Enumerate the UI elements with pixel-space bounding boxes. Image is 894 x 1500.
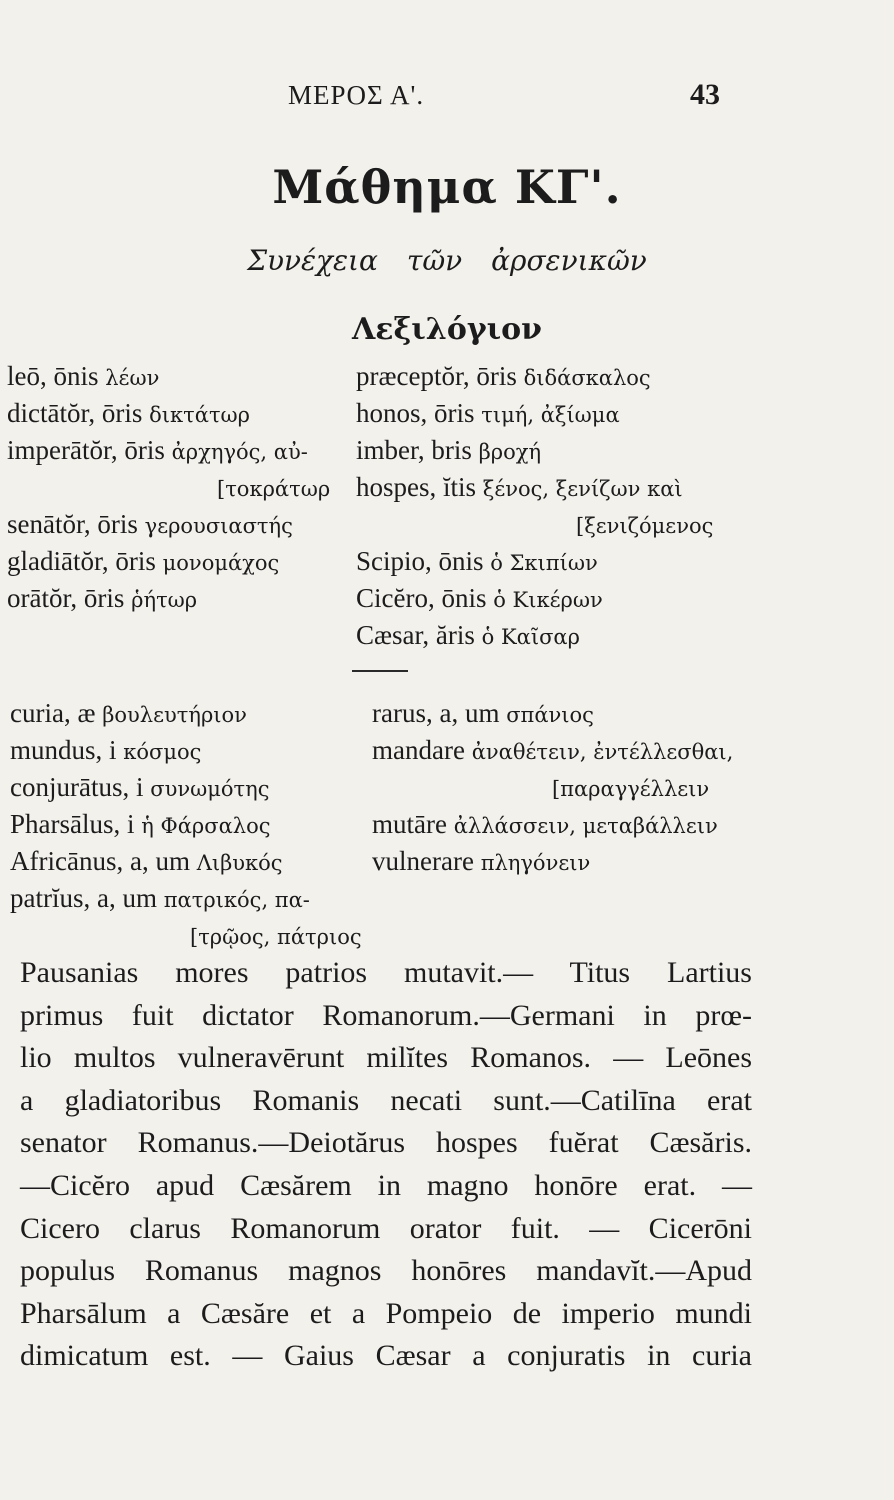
vocab-a-left-column: [7, 358, 330, 617]
exercise-line: populus Romanus magnos honōres mandavĭt.—Apud: [20, 1254, 752, 1288]
vocab-entry: [7, 358, 330, 395]
latin-term: mundus, i: [10, 735, 117, 765]
greek-gloss: δικτάτωρ: [149, 403, 251, 427]
greek-gloss: τιμή, ἀξίωμα: [481, 403, 620, 427]
greek-gloss: λέων: [105, 366, 160, 390]
vocab-entry: [372, 806, 733, 843]
greek-gloss: μονομάχος: [162, 551, 280, 575]
vocab-entry: [7, 432, 330, 469]
exercise-line: —Cicĕro apud Cæsărem in magno honōre erat. —: [20, 1168, 752, 1202]
running-title: ΜΕΡΟΣ Α'.: [288, 80, 425, 110]
exercise-line: lio multos vulneravērunt milĭtes Romanos. — Leōnes: [20, 1041, 752, 1075]
greek-gloss: Λιβυκός: [196, 851, 283, 875]
exercise-paragraph: [20, 952, 752, 1378]
greek-gloss: πατρικός, πα-: [163, 888, 310, 912]
vocab-entry: [356, 432, 713, 469]
greek-gloss: βουλευτήριον: [102, 703, 247, 727]
vocab-b-right-column: [372, 695, 733, 880]
vocab-entry: [356, 617, 713, 654]
vocab-entry: [372, 695, 733, 732]
greek-gloss: ἀρχηγός, αὐ-: [171, 440, 308, 464]
latin-term: conjurātus, i: [10, 772, 144, 802]
greek-gloss: πληγόνειν: [480, 851, 591, 875]
vocab-entry: [356, 543, 713, 580]
latin-term: imber, bris: [356, 435, 472, 465]
greek-gloss: ὁ Κικέρων: [493, 588, 603, 612]
latin-term: hospes, ĭtis: [356, 472, 477, 502]
vocab-entry: [7, 580, 330, 617]
vocab-entry: [356, 358, 713, 395]
vocab-a-right-column: [356, 358, 713, 654]
greek-gloss: ῥήτωρ: [131, 588, 198, 612]
greek-gloss: ξένος, ξενίζων καὶ: [482, 477, 683, 501]
latin-term: Scipio, ōnis: [356, 546, 484, 576]
exercise-line: a gladiatoribus Romanis necati sunt.—Catilīna erat: [20, 1083, 752, 1117]
exercise-line: Cicero clarus Romanorum orator fuit. — Cicerōni: [20, 1211, 752, 1245]
latin-term: gladiātŏr, ōris: [7, 546, 156, 576]
greek-gloss: διδάσκαλος: [523, 366, 651, 390]
latin-term: præceptŏr, ōris: [356, 361, 517, 391]
latin-term: mutāre: [372, 809, 447, 839]
vocab-entry: [7, 543, 330, 580]
greek-gloss: ἀναθέτειν, ἐντέλλεσθαι,: [471, 740, 734, 764]
running-head: [0, 80, 894, 120]
greek-gloss: γερουσιαστής: [144, 514, 293, 538]
lesson-title: Μάθημα ΚΓ'.: [272, 160, 622, 214]
latin-term: Africānus, a, um: [10, 846, 190, 876]
exercise-line: senator Romanus.—Deiotărus hospes fuĕrat Cæsăris.: [20, 1126, 752, 1160]
greek-gloss: [τοκράτωρ: [217, 477, 331, 501]
greek-gloss: βροχή: [478, 440, 542, 464]
latin-term: curia, æ: [10, 698, 96, 728]
vocabulary-heading: Λεξιλόγιον: [352, 312, 542, 347]
vocab-entry: [10, 843, 362, 880]
vocab-entry: [10, 769, 362, 806]
vocab-entry: [7, 506, 330, 543]
vocab-entry: [10, 806, 362, 843]
latin-term: honos, ōris: [356, 398, 475, 428]
exercise-line: dimicatum est. — Gaius Cæsar a conjuratis in curia: [20, 1339, 752, 1373]
page-number: 43: [690, 78, 720, 111]
greek-gloss: σπάνιος: [506, 703, 594, 727]
vocab-entry: [10, 732, 362, 769]
vocab-entry: [372, 732, 733, 769]
exercise-line: Pharsālum a Cæsăre et a Pompeio de imperio mundi: [20, 1296, 752, 1330]
latin-term: leō, ōnis: [7, 361, 99, 391]
exercise-line: primus fuit dictator Romanorum.—Germani in prœ-: [20, 998, 752, 1032]
vocab-continuation: [7, 469, 330, 506]
vocab-continuation: [372, 769, 733, 806]
vocab-entry: [7, 395, 330, 432]
vocab-continuation: [356, 506, 713, 543]
greek-gloss: ἡ Φάρσαλος: [141, 814, 271, 838]
vocab-entry: [356, 580, 713, 617]
greek-gloss: συνωμότης: [150, 777, 270, 801]
greek-gloss: ἀλλάσσειν, μεταβάλλειν: [453, 814, 718, 838]
latin-term: Pharsālus, i: [10, 809, 135, 839]
greek-gloss: [τρῷος, πάτριος: [190, 925, 362, 949]
section-divider: [352, 670, 408, 672]
vocab-entry: [372, 843, 733, 880]
latin-term: patrĭus, a, um: [10, 883, 157, 913]
greek-gloss: ὁ Καῖσαρ: [481, 625, 580, 649]
exercise-line: Pausanias mores patrios mutavit.— Titus Lartius: [20, 956, 752, 989]
greek-gloss: [παραγγέλλειν: [552, 777, 710, 801]
latin-term: orātŏr, ōris: [7, 583, 125, 613]
vocab-entry: [10, 695, 362, 732]
vocab-b-left-column: [10, 695, 362, 954]
greek-gloss: ὁ Σκιπίων: [490, 551, 598, 575]
latin-term: Cæsar, ăris: [356, 620, 475, 650]
latin-term: senātŏr, ōris: [7, 509, 138, 539]
latin-term: Cicĕro, ōnis: [356, 583, 487, 613]
latin-term: dictātŏr, ōris: [7, 398, 143, 428]
vocab-continuation: [10, 917, 362, 954]
lesson-subtitle: Συνέχεια τῶν ἀρσενικῶν: [247, 244, 647, 277]
latin-term: imperātŏr, ōris: [7, 435, 165, 465]
vocab-entry: [356, 395, 713, 432]
greek-gloss: [ξενιζόμενος: [576, 514, 714, 538]
vocab-entry: [10, 880, 362, 917]
vocab-entry: [356, 469, 713, 506]
latin-term: rarus, a, um: [372, 698, 500, 728]
latin-term: vulnerare: [372, 846, 474, 876]
latin-term: mandare: [372, 735, 465, 765]
greek-gloss: κόσμος: [123, 740, 202, 764]
